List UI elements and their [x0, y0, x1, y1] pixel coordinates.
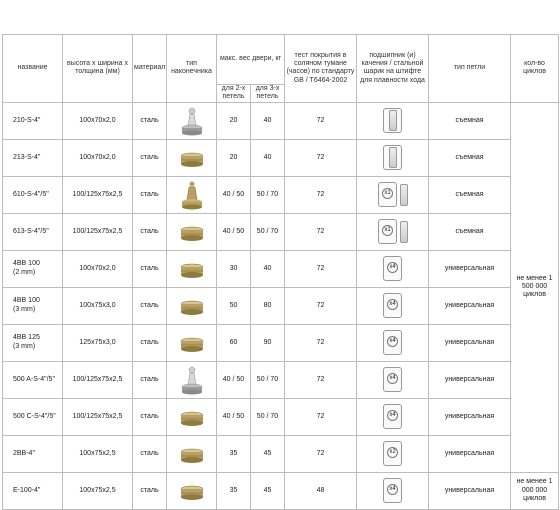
cell-salt-test: 72: [285, 435, 357, 472]
pin-icon: [400, 184, 408, 206]
col-header-maxweight: макс. вес двери, кг: [217, 35, 285, 85]
cell-hinge-type: съемная: [429, 102, 511, 139]
cell-material: сталь: [133, 435, 167, 472]
col-header-material: материал: [133, 35, 167, 103]
bearing-icon: x4: [383, 330, 402, 355]
cell-dims: 100х70х2,0: [63, 102, 133, 139]
cell-weight-3: 50 / 70: [251, 213, 285, 250]
cell-material: сталь: [133, 139, 167, 176]
hinge-spec-table: [2, 34, 559, 510]
cell-bearing: [357, 213, 429, 250]
col-header-two-hinges: для 2-х петель: [217, 85, 251, 103]
table-row: [3, 250, 559, 287]
flat-tip-icon: [179, 476, 205, 506]
flat-tip-icon: [179, 254, 205, 284]
bearing-icon: [383, 108, 402, 133]
cell-bearing: [357, 287, 429, 324]
pin-icon: [400, 221, 408, 243]
cell-salt-test: 72: [285, 324, 357, 361]
cell-tip: [167, 324, 217, 361]
cell-hinge-type: универсальная: [429, 361, 511, 398]
cell-dims: 100/125х75х2,5: [63, 176, 133, 213]
cell-weight-2: 40 / 50: [217, 176, 251, 213]
table-row: [3, 398, 559, 435]
cell-weight-3: 40: [251, 250, 285, 287]
cell-bearing: [357, 139, 429, 176]
col-header-bearing: подшипник (и) качения / стальной шарик на штифте для плавности хода: [357, 35, 429, 103]
table-row: [3, 361, 559, 398]
bearing-icon: x4: [383, 367, 402, 392]
cell-material: сталь: [133, 287, 167, 324]
col-header-salt-test: тест покрытия в соляном тумане (часов) по стандарту GB / T6464-2002: [285, 35, 357, 103]
flat-tip-icon: [179, 439, 205, 469]
cell-salt-test: 48: [285, 472, 357, 509]
cell-material: сталь: [133, 398, 167, 435]
table-row: [3, 176, 559, 213]
cell-salt-test: 72: [285, 102, 357, 139]
cell-bearing: [357, 102, 429, 139]
cell-dims: 100х70х2,0: [63, 139, 133, 176]
flat-tip-icon: [179, 217, 205, 247]
cell-dims: 100/125х75х2,5: [63, 398, 133, 435]
bearing-icon: [383, 145, 402, 170]
cell-name: 500 A-S-4"/5": [3, 361, 63, 398]
col-header-dims: высота х ширина х толщина (мм): [63, 35, 133, 103]
cell-dims: 100х70х2,0: [63, 250, 133, 287]
cell-name: 210-S-4": [3, 102, 63, 139]
cell-weight-2: 60: [217, 324, 251, 361]
cell-name: 610-S-4"/5": [3, 176, 63, 213]
cell-weight-2: 20: [217, 139, 251, 176]
flat-tip-icon: [179, 143, 205, 173]
cell-cycles-merged: не менее 1 500 000 циклов: [511, 102, 559, 472]
cell-salt-test: 72: [285, 139, 357, 176]
cell-name: 4BB 100 (3 mm): [3, 287, 63, 324]
cell-dims: 100х75х2,5: [63, 435, 133, 472]
cell-weight-3: 45: [251, 472, 285, 509]
flat-tip-icon: [179, 402, 205, 432]
cell-tip: [167, 176, 217, 213]
cell-salt-test: 72: [285, 287, 357, 324]
cell-name: 213-S-4": [3, 139, 63, 176]
col-header-three-hinges: для 3-х петель: [251, 85, 285, 103]
cell-dims: 100х75х2,5: [63, 472, 133, 509]
cell-salt-test: 72: [285, 361, 357, 398]
cell-tip: [167, 361, 217, 398]
table-row: [3, 324, 559, 361]
cell-hinge-type: универсальная: [429, 398, 511, 435]
col-header-hinge-type: тип петли: [429, 35, 511, 103]
col-header-cycles: кол-во циклов: [511, 35, 559, 103]
cell-weight-3: 40: [251, 139, 285, 176]
bearing-icon: x4: [383, 293, 402, 318]
cell-hinge-type: универсальная: [429, 472, 511, 509]
cell-name: 613-S-4"/5": [3, 213, 63, 250]
cell-tip: [167, 435, 217, 472]
cell-material: сталь: [133, 176, 167, 213]
cell-name: 4BB 100 (2 mm): [3, 250, 63, 287]
cell-material: сталь: [133, 472, 167, 509]
cell-salt-test: 72: [285, 250, 357, 287]
cell-weight-2: 35: [217, 435, 251, 472]
cell-name: E-100-4": [3, 472, 63, 509]
table-row: [3, 287, 559, 324]
cell-weight-3: 80: [251, 287, 285, 324]
cell-dims: 100х75х3,0: [63, 287, 133, 324]
cell-weight-2: 20: [217, 102, 251, 139]
cell-bearing: [357, 361, 429, 398]
bearing-icon: x2: [383, 441, 402, 466]
bearing-icon: x1: [378, 182, 397, 207]
cell-weight-3: 50 / 70: [251, 361, 285, 398]
flat-tip-icon: [179, 291, 205, 321]
cell-hinge-type: универсальная: [429, 435, 511, 472]
cell-name: 500 C-S-4"/5": [3, 398, 63, 435]
crown-tip-icon: [179, 180, 205, 210]
cell-dims: 100/125х75х2,5: [63, 361, 133, 398]
cell-hinge-type: съемная: [429, 213, 511, 250]
table-row: [3, 213, 559, 250]
cell-bearing: [357, 250, 429, 287]
pawn-tip-icon: [179, 365, 205, 395]
cell-weight-3: 40: [251, 102, 285, 139]
cell-name: 2BB-4": [3, 435, 63, 472]
cell-tip: [167, 250, 217, 287]
pawn-tip-icon: [179, 106, 205, 136]
bearing-icon: x4: [383, 404, 402, 429]
table-row: [3, 139, 559, 176]
col-header-tip: тип наконечника: [167, 35, 217, 103]
cell-hinge-type: универсальная: [429, 324, 511, 361]
cell-weight-2: 40 / 50: [217, 213, 251, 250]
cell-cycles: не менее 1 000 000 циклов: [511, 472, 559, 509]
cell-salt-test: 72: [285, 176, 357, 213]
cell-hinge-type: съемная: [429, 139, 511, 176]
cell-salt-test: 72: [285, 398, 357, 435]
cell-hinge-type: универсальная: [429, 250, 511, 287]
cell-material: сталь: [133, 324, 167, 361]
cell-tip: [167, 287, 217, 324]
cell-material: сталь: [133, 102, 167, 139]
cell-dims: 100/125х75х2,5: [63, 213, 133, 250]
bearing-icon: x1: [378, 219, 397, 244]
bearing-icon: x4: [383, 256, 402, 281]
cell-tip: [167, 398, 217, 435]
cell-weight-2: 50: [217, 287, 251, 324]
cell-weight-2: 40 / 50: [217, 361, 251, 398]
flat-tip-icon: [179, 328, 205, 358]
cell-weight-3: 90: [251, 324, 285, 361]
table-row: [3, 435, 559, 472]
cell-bearing: [357, 176, 429, 213]
cell-weight-3: 45: [251, 435, 285, 472]
cell-dims: 125х75х3,0: [63, 324, 133, 361]
cell-material: сталь: [133, 213, 167, 250]
col-header-name: название: [3, 35, 63, 103]
cell-bearing: [357, 435, 429, 472]
bearing-icon: x4: [383, 478, 402, 503]
cell-weight-2: 35: [217, 472, 251, 509]
cell-weight-2: 40 / 50: [217, 398, 251, 435]
cell-name: 4BB 125 (3 mm): [3, 324, 63, 361]
cell-hinge-type: съемная: [429, 176, 511, 213]
cell-weight-2: 30: [217, 250, 251, 287]
cell-weight-3: 50 / 70: [251, 398, 285, 435]
cell-bearing: [357, 398, 429, 435]
cell-material: сталь: [133, 361, 167, 398]
cell-salt-test: 72: [285, 213, 357, 250]
cell-tip: [167, 102, 217, 139]
table-row: [3, 102, 559, 139]
cell-tip: [167, 213, 217, 250]
cell-bearing: [357, 324, 429, 361]
cell-hinge-type: универсальная: [429, 287, 511, 324]
cell-material: сталь: [133, 250, 167, 287]
cell-tip: [167, 139, 217, 176]
cell-weight-3: 50 / 70: [251, 176, 285, 213]
